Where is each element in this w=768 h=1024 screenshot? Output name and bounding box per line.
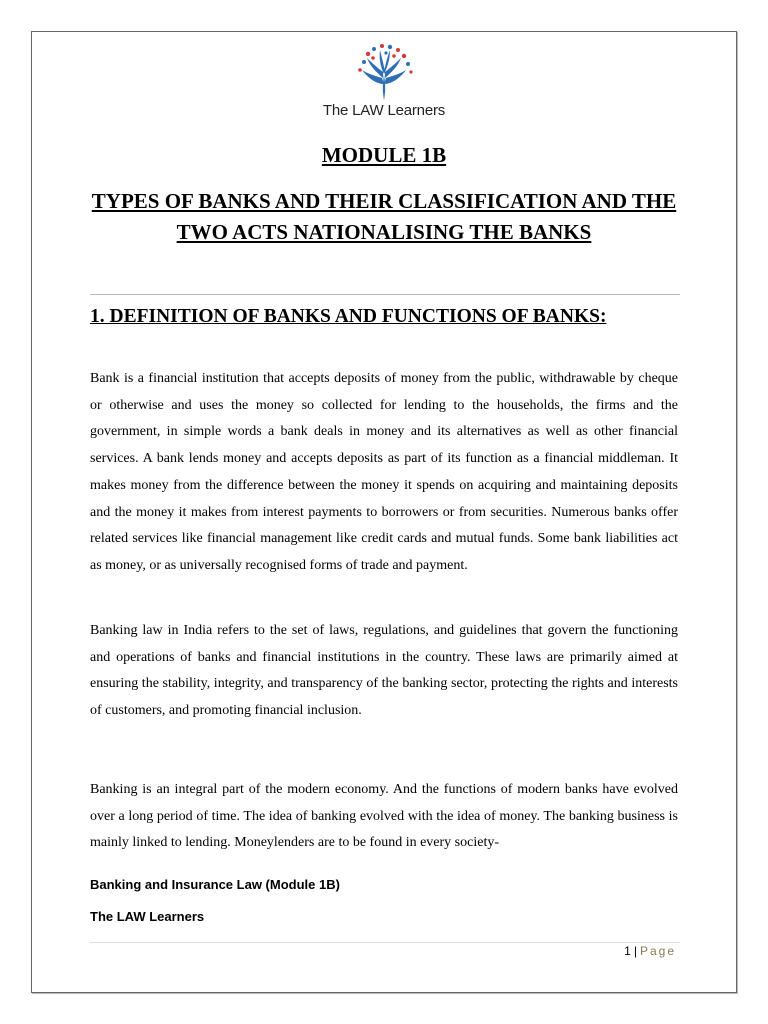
footer-course: Banking and Insurance Law (Module 1B)	[90, 877, 340, 892]
page-separator: |	[633, 944, 637, 958]
section-heading: 1. DEFINITION OF BANKS AND FUNCTIONS OF BANKS:	[90, 306, 607, 327]
divider	[90, 294, 680, 295]
module-title: MODULE 1B	[321, 143, 447, 167]
document-title: TYPES OF BANKS AND THEIR CLASSIFICATION AND THE TWO ACTS NATIONALISING THE BANKS	[91, 189, 677, 244]
paragraph: Banking law in India refers to the set of laws, regulations, and guidelines that govern the functioning and operations of banks and financial institutions in the country. These laws are primarily aimed at ensuring the stability, integrity, and transparency of the banking sector, protecting the rights and interests of customers, and promoting financial inclusion.	[90, 623, 678, 719]
logo	[318, 44, 450, 126]
footer-publisher: The LAW Learners	[90, 909, 205, 924]
footer-divider	[90, 942, 680, 943]
page-word: Page	[639, 944, 676, 958]
paragraph: Bank is a financial institution that accepts deposits of money from the public, withdrawable by cheque or otherwise and uses the money so collected for lending to the households, the firms and the government, in simple words a bank deals in money and its alternatives as well as other financial services. A bank lends money and accepts deposits as part of its function as a financial middleman. It makes money from the difference between the money it spends on acquiring and maintaining deposits and the money it makes from interest payments to borrowers or from securities. Numerous banks offer related services like financial management like credit cards and mutual funds. Some bank liabilities act as money, or as universally recognised forms of trade and payment.	[90, 371, 678, 573]
paragraph: Banking is an integral part of the modern economy. And the functions of modern banks have evolved over a long period of time. The idea of banking evolved with the idea of money. The banking business is mainly linked to lending. Moneylenders are to be found in every society-	[90, 782, 678, 851]
page-number	[624, 944, 676, 958]
logo-text: The LAW Learners	[322, 102, 446, 119]
tree-hands-icon	[354, 44, 414, 102]
page-number-value: 1	[624, 944, 631, 958]
